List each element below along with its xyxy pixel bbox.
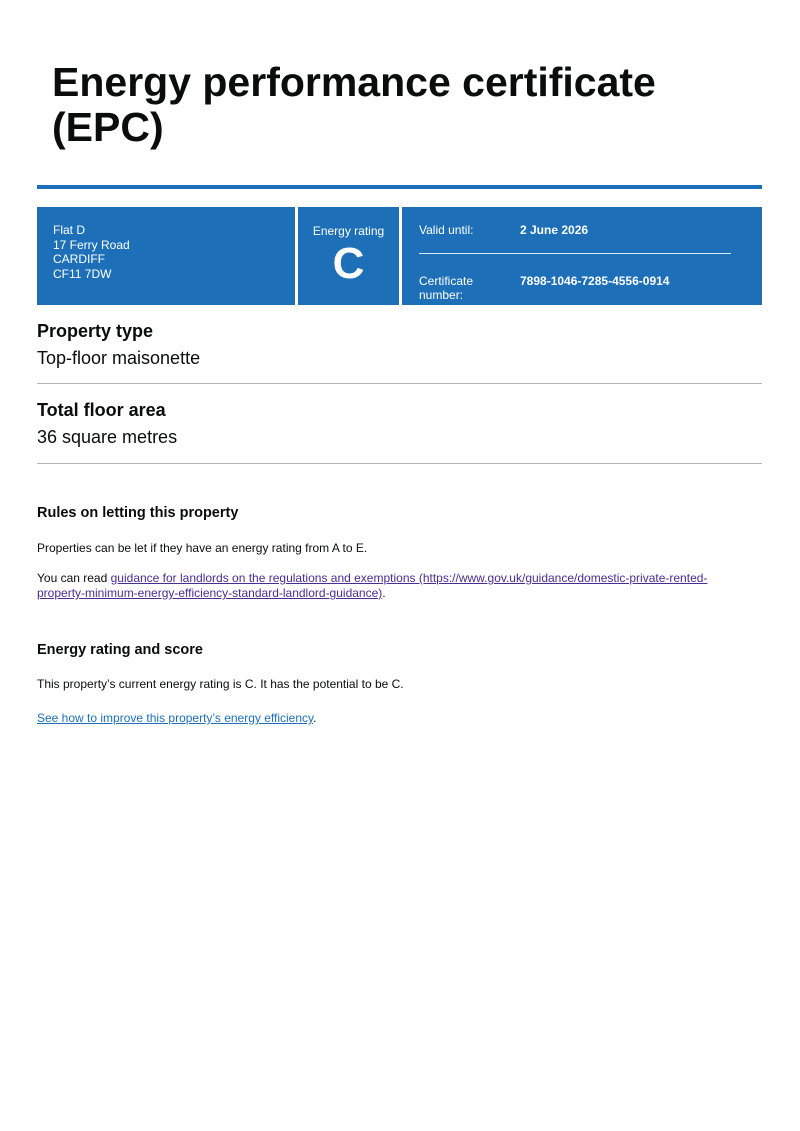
guidance-link-url: (https://www.gov.uk/guidance/domestic-private-rented-: [415, 571, 708, 585]
page-title-line-1: Energy performance certificate: [52, 59, 656, 105]
certificate-divider: [419, 253, 731, 254]
property-address: [37, 207, 295, 305]
energy-rating-letter: C: [332, 239, 365, 288]
address-line: CF11 7DW: [53, 266, 112, 281]
guidance-suffix: .: [382, 586, 386, 600]
letting-rules-text: Properties can be let if they have an energy rating from A to E.: [37, 541, 368, 555]
guidance-prefix: You can read: [37, 571, 111, 585]
address-line: CARDIFF: [53, 252, 105, 266]
guidance-link-url: property-minimum-energy-efficiency-standard-landlord-guidance): [37, 586, 383, 600]
improve-suffix: .: [313, 711, 317, 725]
address-line: 17 Ferry Road: [53, 237, 130, 252]
valid-until-label: Valid until:: [419, 223, 474, 237]
floor-area-section: [37, 399, 762, 448]
section-divider: [37, 383, 762, 384]
section-divider: [37, 463, 762, 464]
property-type-value: Top-floor maisonette: [37, 348, 201, 368]
address-line: Flat D: [53, 223, 86, 237]
improve-efficiency-paragraph: [37, 711, 762, 726]
improve-efficiency-link[interactable]: See how to improve this property’s energy efficiency: [37, 711, 314, 725]
letting-rules-heading: Rules on letting this property: [37, 505, 239, 521]
certificate-number-value: 7898-1046-7285-4556-0914: [520, 274, 670, 288]
energy-rating-box: [298, 207, 399, 305]
property-type-heading: Property type: [37, 321, 154, 341]
certificate-label-line: number:: [419, 288, 464, 302]
valid-until-row: [419, 223, 732, 237]
certificate-details: [402, 207, 762, 305]
certificate-number-row: [419, 274, 732, 302]
rating-score-text: This property’s current energy rating is C. It has the potential to be C.: [37, 677, 404, 691]
floor-area-value: 36 square metres: [37, 427, 178, 447]
page-title-line-2: (EPC): [52, 104, 164, 150]
rating-score-heading: Energy rating and score: [37, 642, 203, 658]
landlord-guidance-link[interactable]: [37, 571, 707, 600]
property-type-section: [37, 320, 762, 369]
floor-area-heading: Total floor area: [37, 400, 166, 420]
page-title: [52, 60, 752, 150]
energy-rating-label: Energy rating: [312, 224, 385, 238]
letting-guidance-paragraph: [37, 571, 762, 601]
guidance-link-text: guidance for landlords on the regulations and exemptions: [110, 571, 416, 585]
title-divider: [37, 185, 762, 189]
valid-until-value: 2 June 2026: [520, 223, 589, 237]
certificate-label-line: Certificate: [419, 274, 474, 288]
certificate-number-label: [419, 274, 520, 302]
epc-summary-banner: [37, 207, 762, 305]
